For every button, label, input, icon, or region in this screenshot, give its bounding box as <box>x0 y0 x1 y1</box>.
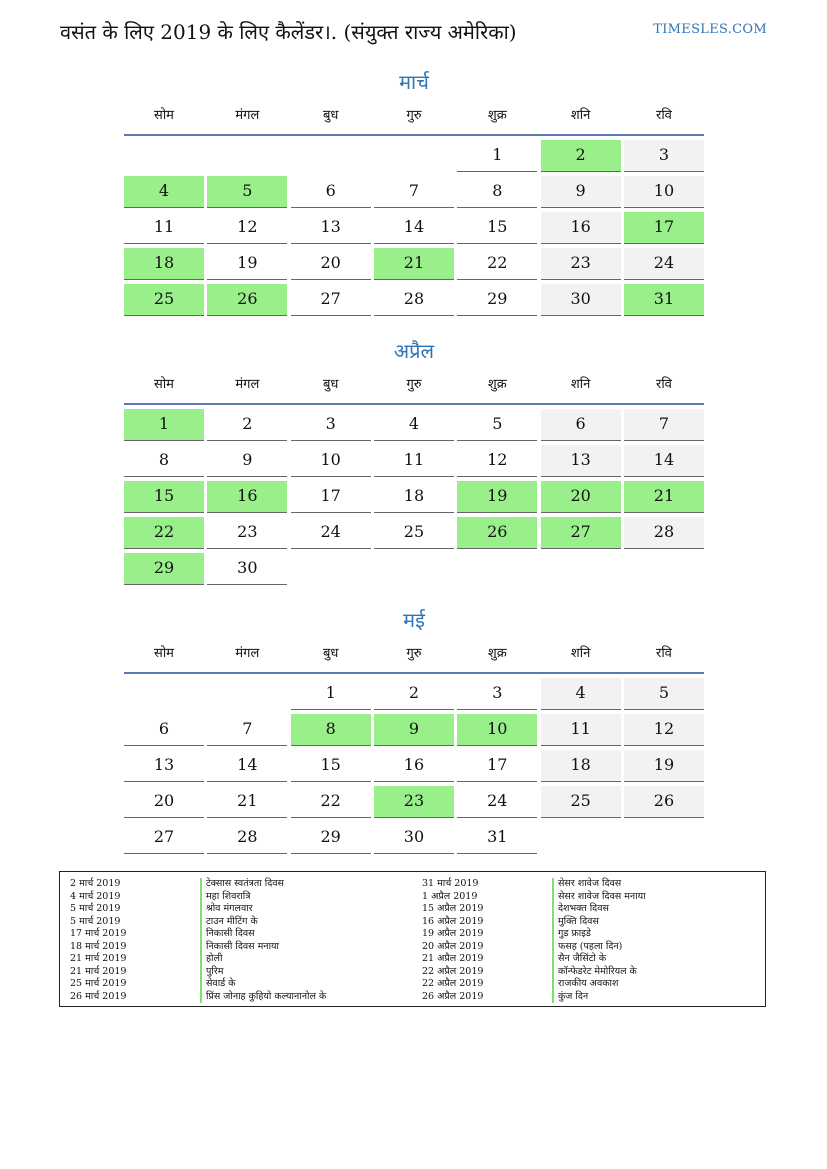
day-cell[interactable]: 26 <box>624 786 704 818</box>
legend-date: 19 अप्रैल 2019 <box>422 928 484 939</box>
weekday-label: शुक्र <box>487 377 507 392</box>
day-cell[interactable]: 28 <box>207 822 287 854</box>
day-cell[interactable]: 7 <box>374 176 454 208</box>
legend-holiday-name: टेक्सास स्वतंत्रता दिवस <box>200 878 284 891</box>
site-link[interactable]: TIMESLES.COM <box>653 22 767 37</box>
day-cell[interactable]: 8 <box>124 445 204 477</box>
legend-date: 21 मार्च 2019 <box>70 965 127 977</box>
day-cell-holiday[interactable]: 5 <box>207 176 287 208</box>
legend-row <box>422 916 646 929</box>
legend-holiday-name: प्रिंस जोनाह कुहियो कल्यानानोल के <box>200 991 326 1004</box>
legend-holiday-name: होली <box>200 953 222 966</box>
legend-holiday-name: सैन जैसिंटो के <box>552 953 606 966</box>
legend-row <box>422 966 646 979</box>
legend-row <box>422 903 646 916</box>
weekday-label: बुध <box>322 377 339 392</box>
day-cell-holiday[interactable]: 10 <box>457 714 537 746</box>
day-cell[interactable]: 16 <box>541 212 621 244</box>
legend-row <box>70 991 326 1004</box>
weekday-label: शुक्र <box>487 108 507 123</box>
day-cell[interactable]: 19 <box>207 248 287 280</box>
legend-holiday-name: सेवार्ड के <box>200 978 236 991</box>
day-cell[interactable]: 22 <box>291 786 371 818</box>
weekday-label: शनि <box>570 108 591 123</box>
day-cell[interactable]: 21 <box>207 786 287 818</box>
legend-holiday-name: निकासी दिवस मनाया <box>200 941 279 954</box>
legend-column-left <box>70 878 326 1003</box>
day-cell[interactable]: 3 <box>457 678 537 710</box>
legend-row <box>422 941 646 954</box>
legend-date: 17 मार्च 2019 <box>70 928 127 939</box>
day-cell[interactable]: 28 <box>374 284 454 316</box>
day-cell-holiday[interactable]: 23 <box>374 786 454 818</box>
day-cell[interactable]: 24 <box>291 517 371 549</box>
month-calendar <box>124 606 704 854</box>
day-cell[interactable]: 11 <box>124 212 204 244</box>
day-cell[interactable]: 25 <box>541 786 621 818</box>
day-cell[interactable]: 9 <box>207 445 287 477</box>
day-cell[interactable]: 25 <box>374 517 454 549</box>
weekday-header <box>124 373 704 397</box>
day-cell-holiday[interactable]: 20 <box>541 481 621 513</box>
month-calendar <box>124 68 704 316</box>
day-cell-holiday[interactable]: 27 <box>541 517 621 549</box>
day-cell[interactable]: 23 <box>541 248 621 280</box>
day-cell[interactable]: 30 <box>374 822 454 854</box>
day-cell[interactable]: 24 <box>624 248 704 280</box>
day-cell-holiday[interactable]: 18 <box>124 248 204 280</box>
legend-date: 26 अप्रैल 2019 <box>422 990 484 1002</box>
day-cell[interactable]: 22 <box>457 248 537 280</box>
day-cell[interactable]: 14 <box>624 445 704 477</box>
legend-row <box>70 891 326 904</box>
day-cell[interactable]: 20 <box>124 786 204 818</box>
legend-row <box>422 991 646 1004</box>
legend-row <box>70 903 326 916</box>
day-cell[interactable]: 19 <box>624 750 704 782</box>
legend-holiday-name: श्रोव मंगलवार <box>200 903 253 916</box>
month-title: मई <box>403 608 425 632</box>
day-cell[interactable]: 20 <box>291 248 371 280</box>
day-cell-holiday[interactable]: 15 <box>124 481 204 513</box>
day-cell[interactable]: 17 <box>291 481 371 513</box>
legend-date: 26 मार्च 2019 <box>70 990 127 1002</box>
legend-date: 31 मार्च 2019 <box>422 878 479 889</box>
day-cell-holiday[interactable]: 19 <box>457 481 537 513</box>
day-cell[interactable]: 6 <box>124 714 204 746</box>
day-cell-holiday[interactable]: 22 <box>124 517 204 549</box>
weekday-label: रवि <box>656 646 672 661</box>
legend-date: 18 मार्च 2019 <box>70 940 127 952</box>
day-cell-holiday[interactable]: 21 <box>374 248 454 280</box>
weekday-label: मंगल <box>235 108 260 123</box>
day-cell[interactable]: 12 <box>624 714 704 746</box>
day-cell-holiday[interactable]: 26 <box>457 517 537 549</box>
day-cell[interactable]: 18 <box>541 750 621 782</box>
legend-row <box>422 928 646 941</box>
legend-date: 15 अप्रैल 2019 <box>422 903 484 914</box>
day-cell[interactable]: 29 <box>457 284 537 316</box>
day-cell[interactable]: 13 <box>541 445 621 477</box>
day-cell[interactable]: 9 <box>541 176 621 208</box>
legend-date: 20 अप्रैल 2019 <box>422 940 484 952</box>
legend-holiday-name: कॉन्फेडरेट मेमोरियल के <box>552 966 637 979</box>
day-cell[interactable]: 18 <box>374 481 454 513</box>
weekday-label: गुरु <box>406 108 422 123</box>
day-cell[interactable]: 4 <box>541 678 621 710</box>
day-cell[interactable]: 11 <box>541 714 621 746</box>
legend-holiday-name: पुरिम <box>200 966 223 979</box>
holiday-legend <box>59 871 766 1007</box>
weekday-label: रवि <box>656 377 672 392</box>
legend-row <box>70 878 326 891</box>
day-cell[interactable]: 2 <box>374 678 454 710</box>
empty-cell <box>207 140 287 172</box>
day-cell[interactable]: 15 <box>291 750 371 782</box>
day-cell-holiday[interactable]: 2 <box>541 140 621 172</box>
legend-row <box>70 966 326 979</box>
day-grid <box>124 678 704 854</box>
legend-date: 22 अप्रैल 2019 <box>422 965 484 977</box>
weekday-label: बुध <box>322 108 339 123</box>
legend-date: 4 मार्च 2019 <box>70 890 121 902</box>
day-cell-holiday[interactable]: 17 <box>624 212 704 244</box>
day-cell[interactable]: 15 <box>457 212 537 244</box>
legend-row <box>422 891 646 904</box>
day-cell-holiday[interactable]: 9 <box>374 714 454 746</box>
weekday-label: शनि <box>570 377 591 392</box>
legend-row <box>70 928 326 941</box>
legend-row <box>70 953 326 966</box>
day-cell-holiday[interactable]: 26 <box>207 284 287 316</box>
weekday-label: मंगल <box>235 377 260 392</box>
day-cell[interactable]: 14 <box>207 750 287 782</box>
day-cell[interactable]: 24 <box>457 786 537 818</box>
day-cell[interactable]: 7 <box>624 409 704 441</box>
header-divider <box>124 134 704 136</box>
day-cell-holiday[interactable]: 29 <box>124 553 204 585</box>
day-cell[interactable]: 3 <box>624 140 704 172</box>
day-cell[interactable]: 8 <box>457 176 537 208</box>
day-cell[interactable]: 13 <box>124 750 204 782</box>
day-cell-holiday[interactable]: 4 <box>124 176 204 208</box>
day-cell[interactable]: 12 <box>207 212 287 244</box>
day-cell[interactable]: 1 <box>291 678 371 710</box>
weekday-label: शुक्र <box>487 646 507 661</box>
day-grid <box>124 409 704 585</box>
day-cell[interactable]: 23 <box>207 517 287 549</box>
legend-holiday-name: मुक्ति दिवस <box>552 916 599 929</box>
weekday-label: रवि <box>656 108 672 123</box>
header-divider <box>124 672 704 674</box>
day-cell[interactable]: 14 <box>374 212 454 244</box>
legend-date: 5 मार्च 2019 <box>70 915 121 927</box>
day-cell[interactable]: 5 <box>457 409 537 441</box>
day-cell[interactable]: 27 <box>124 822 204 854</box>
day-cell[interactable]: 4 <box>374 409 454 441</box>
day-cell[interactable]: 27 <box>291 284 371 316</box>
legend-date: 16 अप्रैल 2019 <box>422 915 484 927</box>
legend-date: 1 अप्रैल 2019 <box>422 890 478 902</box>
weekday-label: मंगल <box>235 646 260 661</box>
legend-holiday-name: सेसर शावेज दिवस <box>552 878 621 891</box>
legend-row <box>422 953 646 966</box>
month-title: अप्रैल <box>393 339 435 363</box>
weekday-label: सोम <box>154 108 174 123</box>
weekday-header <box>124 104 704 128</box>
legend-row <box>70 978 326 991</box>
legend-holiday-name: सेसर शावेज दिवस मनाया <box>552 891 646 904</box>
empty-cell <box>124 140 204 172</box>
day-cell[interactable]: 10 <box>624 176 704 208</box>
legend-holiday-name: टाउन मीटिंग के <box>200 916 258 929</box>
day-cell[interactable]: 17 <box>457 750 537 782</box>
day-cell[interactable]: 5 <box>624 678 704 710</box>
day-cell[interactable]: 1 <box>457 140 537 172</box>
weekday-label: गुरु <box>406 646 422 661</box>
day-cell-holiday[interactable]: 31 <box>624 284 704 316</box>
legend-holiday-name: देशभक्त दिवस <box>552 903 609 916</box>
day-cell-holiday[interactable]: 21 <box>624 481 704 513</box>
legend-holiday-name: राजकीय अवकाश <box>552 978 618 991</box>
empty-cell <box>374 140 454 172</box>
empty-cell <box>207 678 287 710</box>
day-cell[interactable]: 6 <box>541 409 621 441</box>
legend-date: 21 अप्रैल 2019 <box>422 953 484 964</box>
empty-cell <box>291 140 371 172</box>
day-cell[interactable]: 10 <box>291 445 371 477</box>
legend-holiday-name: निकासी दिवस <box>200 928 255 941</box>
legend-holiday-name: कुंज दिन <box>552 991 588 1004</box>
day-cell[interactable]: 13 <box>291 212 371 244</box>
legend-date: 22 अप्रैल 2019 <box>422 978 484 989</box>
legend-date: 25 मार्च 2019 <box>70 978 127 989</box>
legend-row <box>422 978 646 991</box>
day-cell-holiday[interactable]: 8 <box>291 714 371 746</box>
legend-column-right <box>422 878 646 1003</box>
weekday-label: शनि <box>570 646 591 661</box>
day-cell[interactable]: 11 <box>374 445 454 477</box>
day-cell-holiday[interactable]: 25 <box>124 284 204 316</box>
legend-holiday-name: महा शिवरात्रि <box>200 891 250 904</box>
day-cell-holiday[interactable]: 16 <box>207 481 287 513</box>
day-cell[interactable]: 28 <box>624 517 704 549</box>
day-cell-holiday[interactable]: 1 <box>124 409 204 441</box>
weekday-label: सोम <box>154 377 174 392</box>
weekday-header <box>124 642 704 666</box>
day-cell[interactable]: 2 <box>207 409 287 441</box>
legend-date: 2 मार्च 2019 <box>70 878 121 889</box>
header-divider <box>124 403 704 405</box>
day-cell[interactable]: 12 <box>457 445 537 477</box>
day-cell[interactable]: 7 <box>207 714 287 746</box>
day-cell[interactable]: 30 <box>207 553 287 585</box>
legend-date: 21 मार्च 2019 <box>70 953 127 964</box>
legend-row <box>70 916 326 929</box>
month-calendar <box>124 337 704 585</box>
day-cell[interactable]: 30 <box>541 284 621 316</box>
day-cell[interactable]: 16 <box>374 750 454 782</box>
legend-date: 5 मार्च 2019 <box>70 903 121 914</box>
legend-row <box>70 941 326 954</box>
empty-cell <box>124 678 204 710</box>
day-grid <box>124 140 704 316</box>
weekday-label: गुरु <box>406 377 422 392</box>
day-cell[interactable]: 3 <box>291 409 371 441</box>
legend-row <box>422 878 646 891</box>
legend-holiday-name: फसह (पहला दिन) <box>552 941 622 954</box>
day-cell[interactable]: 6 <box>291 176 371 208</box>
day-cell[interactable]: 29 <box>291 822 371 854</box>
weekday-label: सोम <box>154 646 174 661</box>
day-cell[interactable]: 31 <box>457 822 537 854</box>
weekday-label: बुध <box>322 646 339 661</box>
month-title: मार्च <box>399 70 429 94</box>
legend-holiday-name: गुड फ्राइडे <box>552 928 591 941</box>
page-title: वसंत के लिए 2019 के लिए कैलेंडर।. (संयुक्त राज्य अमेरिका) <box>60 20 517 44</box>
